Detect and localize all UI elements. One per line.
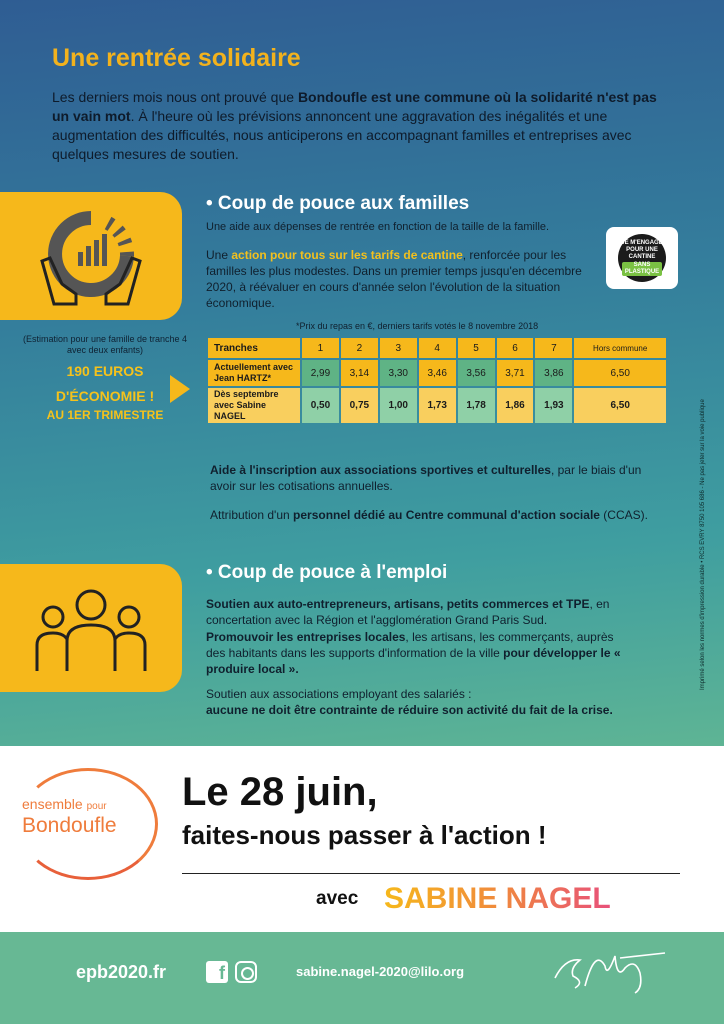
intro-text-1: Les derniers mois nous ont prouvé que [52,89,298,105]
legal-vertical-note: Imprimé selon les normes d'impression durable • RCS EVRY 8750 105 686 - Ne pas jeter sur la voie publique [700,399,706,690]
table-cell: 3,71 [497,360,534,386]
associations-paragraph [210,462,660,494]
row-label: Actuellement avec Jean HARTZ* [208,360,300,386]
table-cell: 0,75 [341,388,378,423]
cantine-text-a: Une [206,248,232,262]
emploi-title: • Coup de pouce à l'emploi [206,562,448,583]
employment-icon-tab [0,564,182,692]
col-header: Hors commune [574,338,666,358]
badge-line-1: JE M'ENGAGE [621,239,663,246]
arrow-right-icon [170,375,190,403]
estimation-period: AU 1ER TRIMESTRE [46,408,164,422]
estimation-callout [20,334,190,424]
tarifs-table [206,336,668,425]
entreprises-text: , les artisans, les commerçants, auprès des habitants dans les supports d'information de la ville [206,630,614,660]
people-icon [31,583,151,673]
badge-line-2: POUR UNE CANTINE [626,246,658,260]
cantine-text-b: , renforcée pour les familles les plus modestes. Dans un premier temps jusqu'en décembre 2020, à réévaluer en cours d'année selon l'évolution de la situation économique. [206,248,582,310]
auto-entrepreneurs-paragraph [206,596,636,628]
badge-plate-icon [618,234,666,282]
divider [182,873,680,874]
associations-text: , par le biais d'un avoir sur les cotisations annuelles. [210,463,642,493]
ccas-text-a: Attribution d'un [210,508,294,522]
produire-local-bold: pour développer le « produire local ». [206,646,621,676]
auto-entrepreneurs-text: , en concertation avec la Région et l'agglomération Grand Paris Sud. [206,597,610,627]
familles-title: • Coup de pouce aux familles [206,193,470,214]
page-title: Une rentrée solidaire [52,44,301,72]
col-header: 7 [535,338,572,358]
table-cell: 6,50 [574,388,666,423]
table-cell: 3,14 [341,360,378,386]
table-cell: 1,93 [535,388,572,423]
ccas-bold: personnel dédié au Centre communal d'action sociale [293,508,600,522]
table-caption: *Prix du repas en €, derniers tarifs votés le 8 novembre 2018 [296,321,539,331]
ccas-text-b: (CCAS). [599,508,648,522]
estimation-amount: 190 EUROS [66,363,144,379]
estimation-note: (Estimation pour une famille de tranche 4 avec deux enfants) [22,334,188,355]
table-cell: 1,78 [458,388,495,423]
table-cell: 3,30 [380,360,417,386]
table-header-row [208,338,666,358]
family-icon-tab [0,192,182,320]
table-cell: 1,00 [380,388,417,423]
col-header: 3 [380,338,417,358]
table-row [208,388,666,423]
col-header: 4 [419,338,456,358]
table-cell: 0,50 [302,388,339,423]
associations-bold: Aide à l'inscription aux associations sportives et culturelles [210,463,551,477]
soutien-associations-paragraph [206,686,656,718]
cantine-paragraph [206,247,586,311]
table-cell: 3,56 [458,360,495,386]
avec-label: avec [316,888,359,909]
intro-bold: Bondoufle est une commune où la solidarité n'est pas un vain mot [52,89,657,124]
table-cell: 1,86 [497,388,534,423]
table-cell: 6,50 [574,360,666,386]
intro-text-2: . À l'heure où les prévisions annoncent une aggravation des inégalités et une augmentation des difficultés, nous anticiperons en accompagnant familles et entreprises avec quelques mesures de soutien. [52,108,632,162]
estimation-economie: D'ÉCONOMIE ! [55,388,155,404]
table-cell: 3,46 [419,360,456,386]
entreprises-locales-paragraph [206,629,636,677]
entreprises-bold: Promouvoir les entreprises locales [206,630,406,644]
table-cell: 1,73 [419,388,456,423]
headline-action: faites-nous passer à l'action ! [182,820,547,850]
facebook-icon[interactable]: f [206,961,228,983]
email-link[interactable]: sabine.nagel-2020@lilo.org [296,964,465,979]
familles-subtitle: Une aide aux dépenses de rentrée en fonction de la taille de la famille. [206,221,550,233]
table-cell: 2,99 [302,360,339,386]
table-header-label: Tranches [208,338,300,358]
soutien-text: Soutien aux associations employant des salariés : [206,687,472,701]
logo-ensemble: ensemble [22,796,83,812]
logo-bondoufle: Bondoufle [22,814,117,837]
hands-chart-icon [36,206,146,306]
candidate-name: SABINE NAGEL [384,882,611,915]
cantine-sans-plastique-badge [606,227,678,289]
col-header: 1 [302,338,339,358]
table-cell: 3,86 [535,360,572,386]
headline-date: Le 28 juin, [182,770,378,814]
ccas-paragraph [210,507,680,523]
badge-line-3: SANS PLASTIQUE [622,262,662,276]
logo-pour: pour [86,801,107,812]
col-header: 2 [341,338,378,358]
signature-icon [545,938,675,998]
row-label: Dès septembre avec Sabine NAGEL [208,388,300,423]
logo [22,796,117,838]
table-row [208,360,666,386]
auto-entrepreneurs-bold: Soutien aux auto-entrepreneurs, artisans, petits commerces et TPE [206,597,590,611]
intro-paragraph [52,88,672,164]
instagram-icon[interactable] [235,961,257,983]
cantine-highlight: action pour tous sur les tarifs de cantine [231,248,463,262]
col-header: 5 [458,338,495,358]
col-header: 6 [497,338,534,358]
website-link[interactable]: epb2020.fr [76,962,167,982]
soutien-bold: aucune ne doit être contrainte de réduire son activité du fait de la crise. [206,703,613,717]
